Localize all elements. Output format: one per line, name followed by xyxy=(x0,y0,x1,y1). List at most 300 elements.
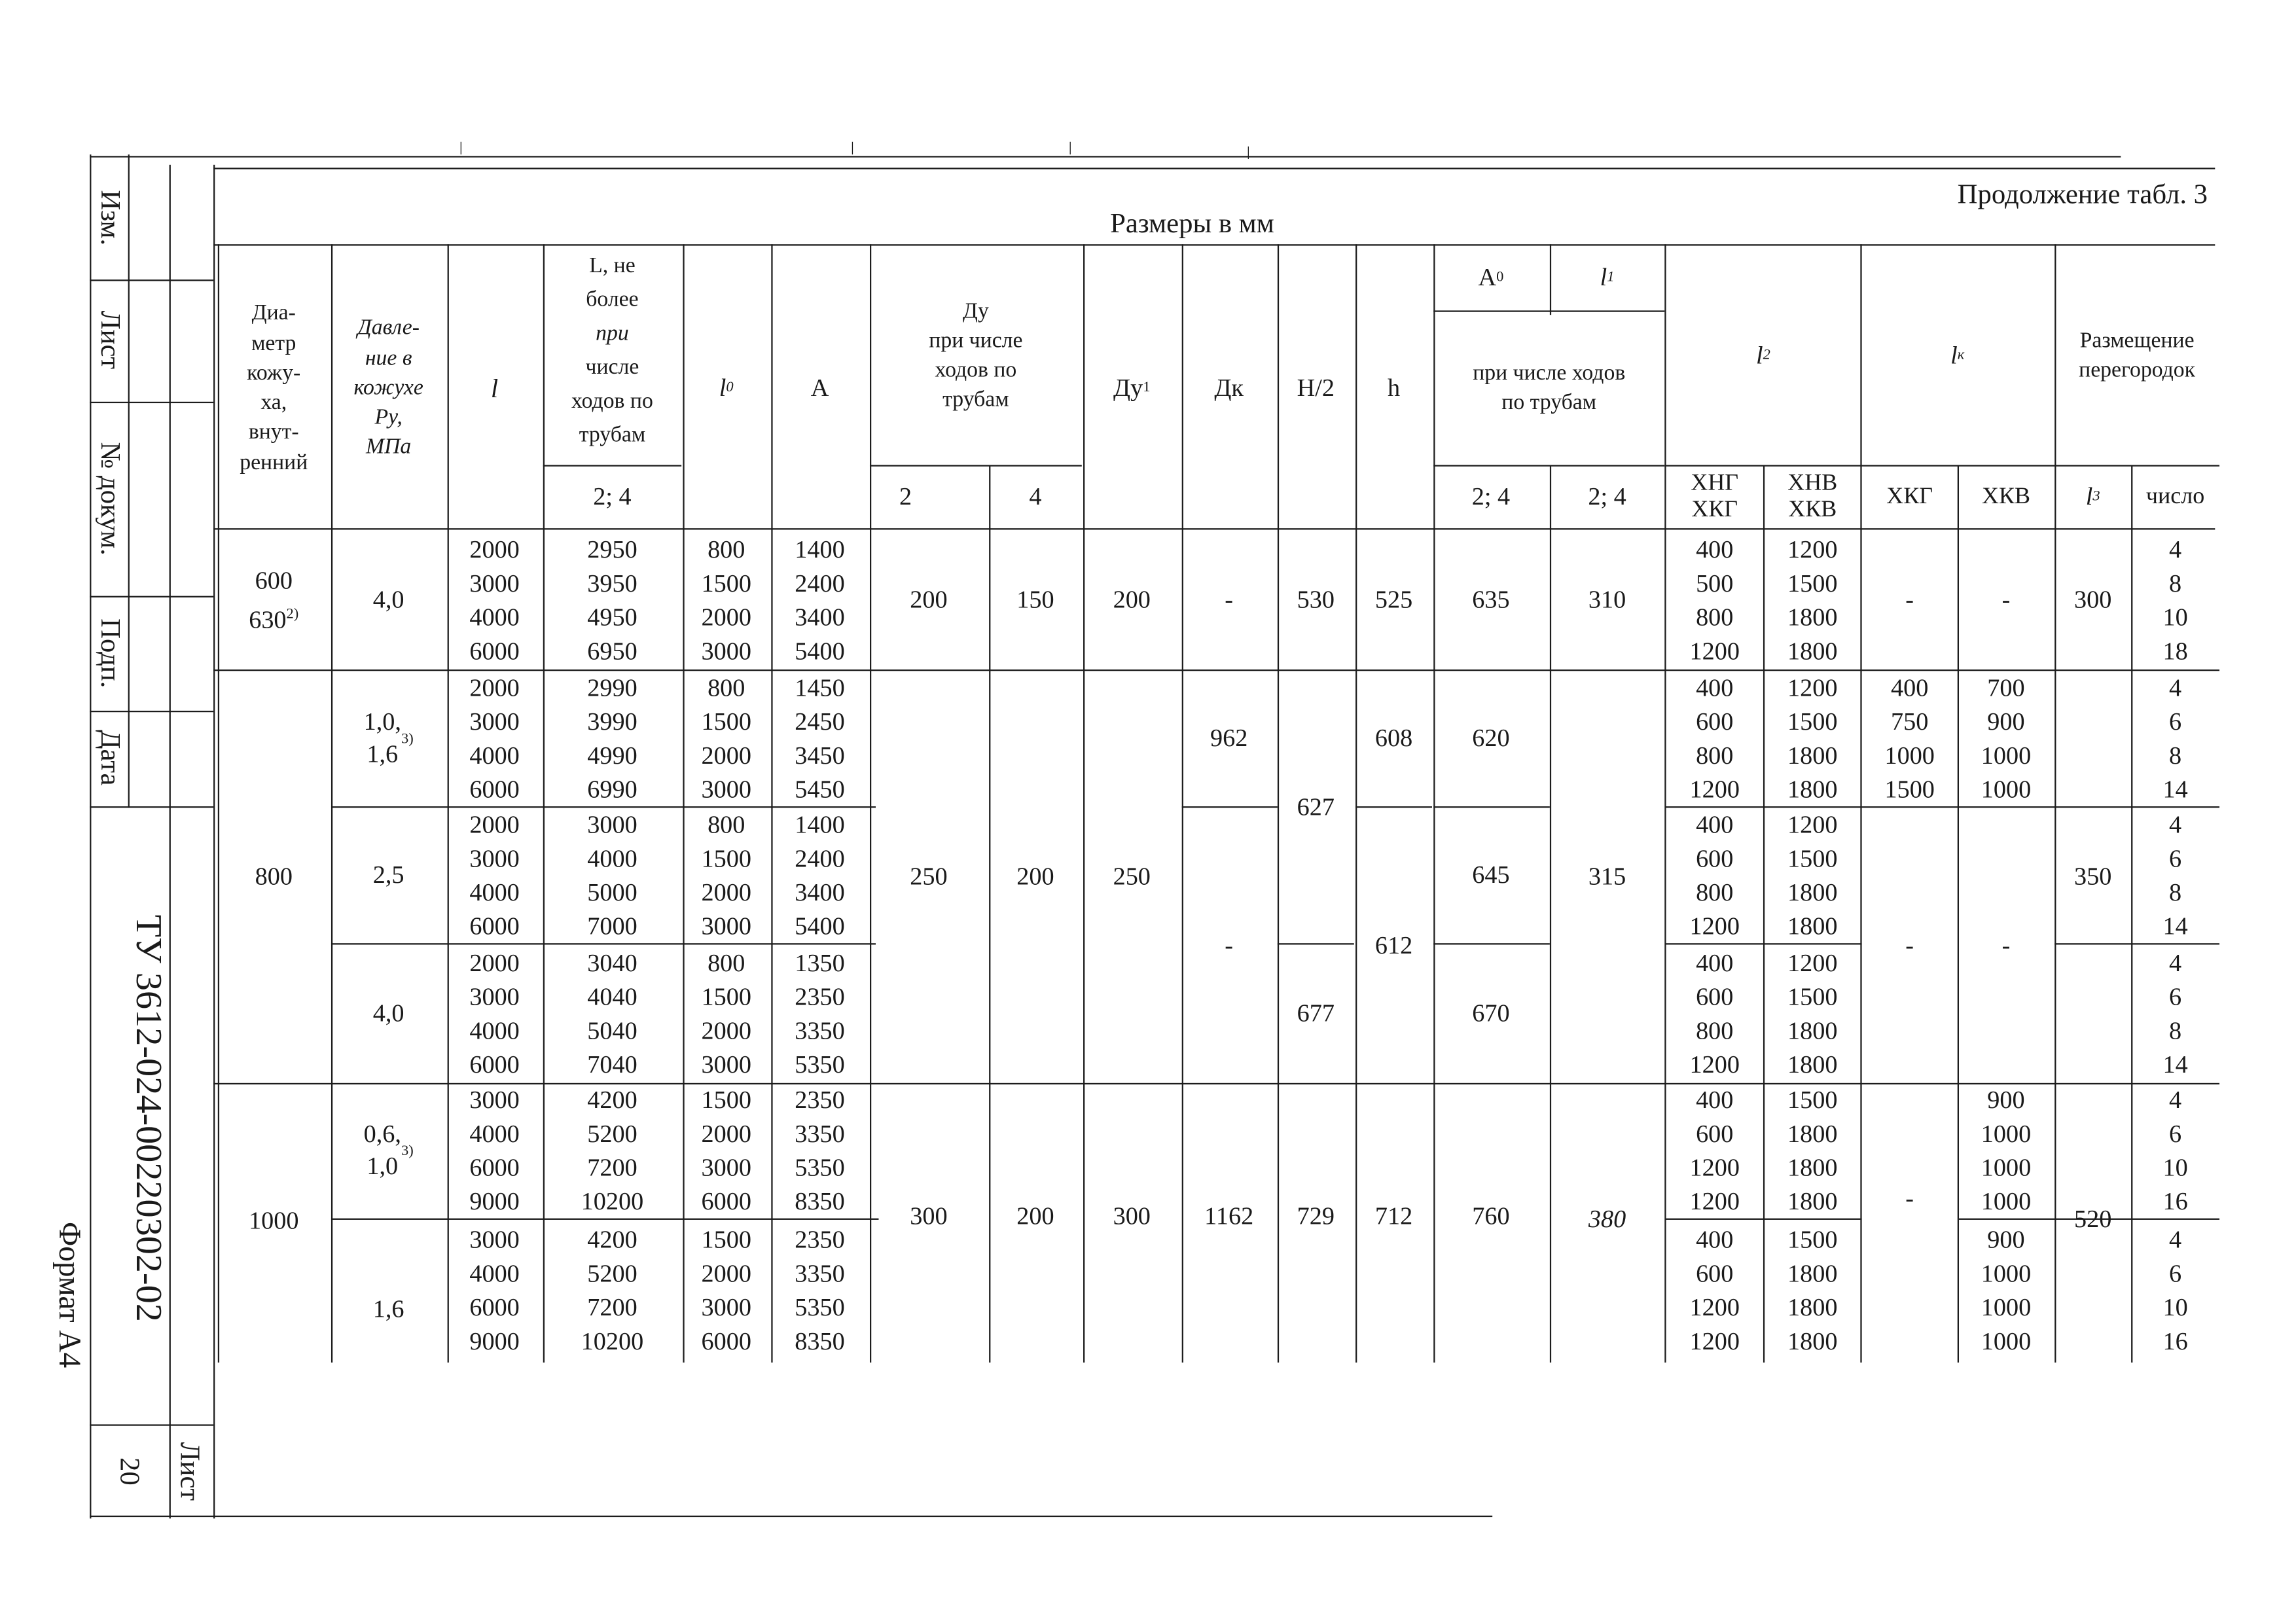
table-cell-value: 1500 xyxy=(1787,844,1838,873)
g3-diameter: 1000 xyxy=(249,1206,299,1235)
header-diameter: Диа- метр кожу- ха, внут- ренний xyxy=(240,302,308,475)
table-cell-value: 600 xyxy=(1696,982,1734,1011)
table-cell-value: 2400 xyxy=(795,569,845,597)
table-cell-value: 6 xyxy=(2169,982,2182,1011)
g2-r1-pressure: 1,0, 1,6 3) xyxy=(363,707,414,768)
table-cell-value: 3000 xyxy=(701,1050,751,1079)
table-cell-value: 4000 xyxy=(469,741,520,770)
header-sub-l1-24: 2; 4 xyxy=(1588,482,1626,511)
g2-r1-dk: 962 xyxy=(1210,724,1248,753)
g2-r1-L-values xyxy=(543,671,681,806)
table-cell-value: 1200 xyxy=(1689,1153,1740,1182)
table-cell-value: 400 xyxy=(1696,949,1734,977)
table-cell-value: 3000 xyxy=(469,569,520,597)
table-cell-value: 1500 xyxy=(701,1225,751,1254)
table-cell-value: 1800 xyxy=(1787,775,1838,804)
g1-l-values xyxy=(448,531,542,669)
g2-r3-l2-xng xyxy=(1666,944,1763,1082)
g2-r3-l2-xnv xyxy=(1765,944,1860,1082)
table-cell-value: 16 xyxy=(2162,1327,2188,1355)
table-cell-value: 2000 xyxy=(701,741,751,770)
table-cell-value: 2000 xyxy=(469,810,520,839)
table-cell-value: 3400 xyxy=(795,603,845,632)
table-cell-value: 3040 xyxy=(587,949,637,977)
table-cell-value: 2450 xyxy=(795,707,845,736)
g2-r2-l2-xnv xyxy=(1765,808,1860,943)
table-cell-value: 4 xyxy=(2169,535,2182,564)
table-cell-value: 4 xyxy=(2169,1225,2182,1254)
table-cell-value: 3990 xyxy=(587,707,637,736)
header-h: h xyxy=(1387,374,1401,402)
table-cell-value: 18 xyxy=(2162,637,2188,666)
g2-diameter: 800 xyxy=(255,862,293,891)
table-cell-value: 4200 xyxy=(587,1086,637,1115)
table-cell-value: 1200 xyxy=(1689,1187,1740,1216)
g3-r1-A-values xyxy=(771,1084,868,1217)
table-cell-value: 900 xyxy=(1987,1086,2025,1115)
g1-l2-xng xyxy=(1666,531,1763,669)
g2-du1: 250 xyxy=(1113,862,1151,891)
header-pri-chisle-hodov: при числе ходов по трубам xyxy=(1473,361,1626,416)
table-cell-value: 6000 xyxy=(469,637,520,666)
stamp-inner-line xyxy=(170,165,171,1519)
g3-r1-pressure: 0,6, 1,0 3) xyxy=(363,1119,414,1181)
table-cell-value: 10200 xyxy=(581,1187,644,1216)
table-cell-value: 4 xyxy=(2169,1086,2182,1115)
table-cell-value: 5200 xyxy=(587,1120,637,1148)
g2-r3-a0: 670 xyxy=(1472,999,1510,1027)
table-cell-value: 2990 xyxy=(587,673,637,702)
header-a0: A 0 xyxy=(1478,263,1504,292)
table-cell-value: 3000 xyxy=(701,1153,751,1182)
table-cell-value: 1200 xyxy=(1689,775,1740,804)
table-cell-value: 6000 xyxy=(469,912,520,940)
continuation-caption: Продолжение табл. 3 xyxy=(1957,179,2208,211)
sheet-label: Лист xyxy=(173,1442,205,1501)
table-cell-value: 700 xyxy=(1987,673,2025,702)
g3-r2-A-values xyxy=(771,1221,868,1359)
header-sub-l3: l 3 xyxy=(2085,482,2100,511)
table-cell-value: 1200 xyxy=(1689,1327,1740,1355)
table-cell-value: 2350 xyxy=(795,982,845,1011)
table-cell-value: 4000 xyxy=(469,1259,520,1288)
sizes-caption: Размеры в мм xyxy=(1110,209,1274,240)
g1-lk-xkv: - xyxy=(2001,586,2011,614)
g1-diameter: 600 630$^{2)}$ xyxy=(249,567,299,634)
g2-r1-l0-values xyxy=(683,671,770,806)
g2-r2-a0: 645 xyxy=(1472,861,1510,889)
table-cell-value: 1500 xyxy=(701,569,751,597)
table-cell-value: 4000 xyxy=(587,844,637,873)
table-cell-value: 1000 xyxy=(1884,741,1935,770)
table-cell-value: 1200 xyxy=(1689,637,1740,666)
table-cell-value: 1800 xyxy=(1787,1293,1838,1322)
g3-r2-l2-xng xyxy=(1666,1221,1763,1359)
header-l: l xyxy=(490,373,499,403)
g3-l1: 380 xyxy=(1588,1205,1626,1234)
table-cell-value: 14 xyxy=(2162,1050,2188,1079)
table-cell-value: 1500 xyxy=(701,707,751,736)
header-sub-xkv: ХКВ xyxy=(1981,483,2030,509)
g3-du1: 300 xyxy=(1113,1202,1151,1230)
table-cell-value: 2000 xyxy=(701,603,751,632)
g2-r2-L-values xyxy=(543,808,681,943)
g2-r1-A-values xyxy=(771,671,868,806)
header-l2: l 2 xyxy=(1755,341,1770,370)
table-cell-value: 600 xyxy=(1696,844,1734,873)
table-cell-value: 1500 xyxy=(1787,569,1838,597)
g1-h2: 530 xyxy=(1297,586,1335,614)
table-cell-value: 10200 xyxy=(581,1327,644,1355)
table-cell-value: 1500 xyxy=(1787,1225,1838,1254)
header-du1: Ду 1 xyxy=(1113,374,1151,402)
stamp-inner-line xyxy=(128,154,130,808)
g2-r2-l0-values xyxy=(683,808,770,943)
g2-r3-count xyxy=(2132,944,2217,1082)
table-cell-value: 8 xyxy=(2169,878,2182,907)
table-cell-value: 3000 xyxy=(469,707,520,736)
g1-L-values xyxy=(543,531,681,669)
g2-r2-pressure: 2,5 xyxy=(372,861,404,889)
g3-r1-L-values xyxy=(543,1084,681,1217)
table-cell-value: 2000 xyxy=(469,673,520,702)
table-cell-value: 10 xyxy=(2162,1293,2188,1322)
table-cell-value: 800 xyxy=(1696,603,1734,632)
stamp-row-line xyxy=(90,402,213,404)
g3-h2: 729 xyxy=(1297,1202,1335,1230)
g3-dk: 1162 xyxy=(1204,1202,1254,1230)
table-cell-value: 7200 xyxy=(587,1153,637,1182)
g3-r2-lk-xkv xyxy=(1959,1221,2053,1359)
table-cell-value: 800 xyxy=(708,673,745,702)
header-h2: H/2 xyxy=(1297,374,1335,402)
table-cell-value: 5350 xyxy=(795,1293,845,1322)
table-cell-value: 4000 xyxy=(469,878,520,907)
table-cell-value: 2000 xyxy=(469,949,520,977)
table-cell-value: 3000 xyxy=(469,844,520,873)
g2-h-612: 612 xyxy=(1374,931,1413,959)
table-cell-value: 600 xyxy=(1696,707,1734,736)
table-cell-value: 10 xyxy=(2162,603,2188,632)
table-cell-value: 3000 xyxy=(701,1293,751,1322)
header-placement: Размещение перегородок xyxy=(2079,329,2196,383)
g3-r2-l-values xyxy=(448,1221,542,1359)
table-cell-value: 9000 xyxy=(469,1327,520,1355)
table-cell-value: 4200 xyxy=(587,1225,637,1254)
table-cell-value: 1800 xyxy=(1787,1327,1838,1355)
table-cell-value: 2350 xyxy=(795,1086,845,1115)
table-cell-value: 6000 xyxy=(469,775,520,804)
table-cell-value: 1800 xyxy=(1787,637,1838,666)
table-cell-value: 1800 xyxy=(1787,1259,1838,1288)
table-cell-value: 1800 xyxy=(1787,1153,1838,1182)
g1-a0: 635 xyxy=(1472,586,1510,614)
table-cell-value: 6000 xyxy=(701,1187,751,1216)
g2-l3: 350 xyxy=(2073,862,2112,891)
table-cell-value: 7200 xyxy=(587,1293,637,1322)
header-dk: Дк xyxy=(1214,374,1244,402)
table-cell-value: 1200 xyxy=(1787,949,1838,977)
header-l0: l 0 xyxy=(719,374,734,402)
header-A: A xyxy=(810,374,829,402)
table-rule xyxy=(213,244,2215,246)
g3-h: 712 xyxy=(1374,1202,1413,1230)
table-cell-value: 800 xyxy=(708,810,745,839)
table-cell-value: 1500 xyxy=(1787,707,1838,736)
table-cell-value: 3950 xyxy=(587,569,637,597)
table-cell-value: 3000 xyxy=(587,810,637,839)
table-cell-value: 3350 xyxy=(795,1259,845,1288)
table-cell-value: 400 xyxy=(1696,673,1734,702)
frame-top-line xyxy=(90,156,2121,158)
table-cell-value: 1800 xyxy=(1787,912,1838,940)
table-cell-value: 3000 xyxy=(469,1225,520,1254)
table-cell-value: 600 xyxy=(1696,1259,1734,1288)
g1-l3: 300 xyxy=(2073,586,2112,614)
stamp-podp: Подп. xyxy=(94,618,126,688)
g3-r2-L-values xyxy=(543,1221,681,1359)
header-sub-du-2: 2 xyxy=(899,482,912,511)
table-cell-value: 1800 xyxy=(1787,741,1838,770)
g2-r1-lk-xkg xyxy=(1862,671,1958,806)
header-sub-xnv: ХНВ ХКВ xyxy=(1787,471,1838,523)
g1-l0-values xyxy=(683,531,770,669)
g2-du2: 250 xyxy=(910,862,948,891)
table-cell-value: 3000 xyxy=(469,1086,520,1115)
table-cell-value: 4040 xyxy=(587,982,637,1011)
g3-lk-xkg: - xyxy=(1905,1185,1914,1213)
frame-left-line xyxy=(90,154,92,1518)
table-cell-value: 5000 xyxy=(587,878,637,907)
table-cell-value: 900 xyxy=(1987,1225,2025,1254)
table-cell-value: 8350 xyxy=(795,1187,845,1216)
header-L-max: L, не более при числе ходов по трубам xyxy=(571,254,653,448)
frame-top-line xyxy=(213,168,2215,169)
table-cell-value: 1000 xyxy=(1981,1327,2032,1355)
table-cell-value: 1500 xyxy=(701,982,751,1011)
g3-r2-l2-xnv xyxy=(1765,1221,1860,1359)
g2-r1-lk-xkv xyxy=(1959,671,2053,806)
table-cell-value: 1800 xyxy=(1787,878,1838,907)
g2-r1-a0: 620 xyxy=(1472,724,1510,753)
g1-h: 525 xyxy=(1374,586,1413,614)
g2-dk-dash: - xyxy=(1225,931,1234,959)
table-cell-value: 8 xyxy=(2169,569,2182,597)
g1-du4: 150 xyxy=(1016,586,1054,614)
table-cell-value: 800 xyxy=(1696,1016,1734,1045)
table-cell-value: 1450 xyxy=(795,673,845,702)
header-pressure: Давле- ние в кожухе Ру, МПа xyxy=(353,317,423,460)
table-cell-value: 1400 xyxy=(795,535,845,564)
table-cell-value: 1500 xyxy=(1787,982,1838,1011)
header-l1: l 1 xyxy=(1600,263,1615,292)
g3-r2-count xyxy=(2132,1221,2217,1359)
table-cell-value: 1500 xyxy=(1787,1086,1838,1115)
g2-r3-pressure: 4,0 xyxy=(372,999,404,1027)
table-cell-value: 1800 xyxy=(1787,1016,1838,1045)
table-cell-value: 8350 xyxy=(795,1327,845,1355)
stamp-date: Дата xyxy=(94,730,126,786)
table-cell-value: 2000 xyxy=(469,535,520,564)
g2-r2-count xyxy=(2132,808,2217,943)
g2-lk-xkg-dash: - xyxy=(1905,931,1914,959)
table-cell-value: 2950 xyxy=(587,535,637,564)
table-cell-value: 6 xyxy=(2169,1259,2182,1288)
header-sub-du-4: 4 xyxy=(1029,482,1042,511)
g2-l1: 315 xyxy=(1588,862,1626,891)
header-lk: l к xyxy=(1950,341,1965,370)
table-cell-value: 4 xyxy=(2169,673,2182,702)
table-cell-value: 3350 xyxy=(795,1016,845,1045)
table-cell-value: 5450 xyxy=(795,775,845,804)
table-cell-value: 3000 xyxy=(701,775,751,804)
table-cell-value: 1200 xyxy=(1787,535,1838,564)
table-cell-value: 800 xyxy=(708,535,745,564)
table-cell-value: 2000 xyxy=(701,1259,751,1288)
g3-du4: 200 xyxy=(1016,1202,1054,1230)
stamp-row-line xyxy=(90,596,213,598)
table-cell-value: 1000 xyxy=(1981,741,2032,770)
table-cell-value: 400 xyxy=(1696,535,1734,564)
format-label: Формат А4 xyxy=(52,1221,88,1368)
header-sub-L-24: 2; 4 xyxy=(593,482,632,511)
table-cell-value: 14 xyxy=(2162,912,2188,940)
g1-dk: - xyxy=(1225,586,1234,614)
g2-r3-L-values xyxy=(543,944,681,1082)
table-cell-value: 1200 xyxy=(1689,1293,1740,1322)
g1-l1: 310 xyxy=(1588,586,1626,614)
table-cell-value: 1800 xyxy=(1787,1120,1838,1148)
table-cell-value: 1000 xyxy=(1981,1293,2032,1322)
table-cell-value: 1200 xyxy=(1689,1050,1740,1079)
table-cell-value: 8 xyxy=(2169,1016,2182,1045)
g3-r1-l2-xnv xyxy=(1765,1084,1860,1217)
table-cell-value: 4950 xyxy=(587,603,637,632)
g3-r1-lk-xkv xyxy=(1959,1084,2053,1217)
table-cell-value: 1400 xyxy=(795,810,845,839)
table-cell-value: 1500 xyxy=(1884,775,1935,804)
table-cell-value: 1000 xyxy=(1981,775,2032,804)
table-cell-value: 1200 xyxy=(1787,810,1838,839)
table-cell-value: 6990 xyxy=(587,775,637,804)
g2-r3-h2: 677 xyxy=(1297,999,1335,1027)
table-cell-value: 4000 xyxy=(469,1120,520,1148)
stamp-row-line xyxy=(90,711,213,713)
table-cell-value: 3000 xyxy=(701,637,751,666)
table-cell-value: 4 xyxy=(2169,810,2182,839)
g2-r3-A-values xyxy=(771,944,868,1082)
table-cell-value: 3000 xyxy=(701,912,751,940)
g2-lk-xkv-dash: - xyxy=(2001,931,2011,959)
g2-r2-l2-xng xyxy=(1666,808,1763,943)
table-cell-value: 14 xyxy=(2162,775,2188,804)
table-cell-value: 2400 xyxy=(795,844,845,873)
table-cell-value: 1000 xyxy=(1981,1259,2032,1288)
table-cell-value: 3450 xyxy=(795,741,845,770)
g3-r2-pressure: 1,6 xyxy=(372,1294,404,1323)
table-cell-value: 3000 xyxy=(469,982,520,1011)
table-cell-value: 5200 xyxy=(587,1259,637,1288)
header-sub-xng: ХНГ ХКГ xyxy=(1691,471,1739,523)
table-cell-value: 1500 xyxy=(701,1086,751,1115)
g2-r1-l2-xnv xyxy=(1765,671,1860,806)
sheet-number: 20 xyxy=(113,1457,145,1486)
g1-l2-xnv xyxy=(1765,531,1860,669)
table-cell-value: 7000 xyxy=(587,912,637,940)
table-cell-value: 4990 xyxy=(587,741,637,770)
table-cell-value: 2000 xyxy=(701,878,751,907)
stamp-row-line xyxy=(90,806,213,808)
table-cell-value: 1200 xyxy=(1787,673,1838,702)
g3-r1-l2-xng xyxy=(1666,1084,1763,1217)
table-cell-value: 9000 xyxy=(469,1187,520,1216)
stamp-row-line xyxy=(90,1424,213,1426)
g3-a0: 760 xyxy=(1472,1202,1510,1230)
table-cell-value: 8 xyxy=(2169,741,2182,770)
table-cell-value: 5400 xyxy=(795,637,845,666)
g1-du2: 200 xyxy=(910,586,948,614)
g3-r2-l0-values xyxy=(683,1221,770,1359)
table-cell-value: 500 xyxy=(1696,569,1734,597)
table-cell-value: 800 xyxy=(1696,741,1734,770)
table-cell-value: 1000 xyxy=(1981,1153,2032,1182)
table-cell-value: 2000 xyxy=(701,1120,751,1148)
g2-r2-l-values xyxy=(448,808,542,943)
table-cell-value: 900 xyxy=(1987,707,2025,736)
table-cell-value: 16 xyxy=(2162,1187,2188,1216)
table-cell-value: 2350 xyxy=(795,1225,845,1254)
g2-r1-count xyxy=(2132,671,2217,806)
table-cell-value: 750 xyxy=(1891,707,1929,736)
table-cell-value: 400 xyxy=(1696,1086,1734,1115)
table-cell-value: 1500 xyxy=(701,844,751,873)
g3-r1-l-values xyxy=(448,1084,542,1217)
g3-du2: 300 xyxy=(910,1202,948,1230)
g2-du4: 200 xyxy=(1016,862,1054,891)
document-page: Изм. Лист № докум. Подп. Дата ТУ 3612-024-00220302-02 Формат А4 20 Лист ǀ ǀ ǀ ǀ Продолжение табл. 3 Размеры в мм Диа- метр кожу- ха, внут- ренний Давле- ние в кожухе Ру, МПа l L, не более при числе ходов по трубам l 0 A Ду при числе ходов по трубам Ду 1 Дк H/2 h A 0 l 1 при числе ходов по трубам l 2 l к Размещение перегородок 2; 4 2 4 2; 4 2; 4 ХНГ ХКГ ХНВ ХКВ ХКГ ХКВ l 3 число 600 630$^{2)}$ 4,0 2000 3000 4000 6000 2950 3950 4950 6950 800 1500 2000 3000 1400 2400 3400 5400 200 150 200 - 530 525 635 310 400 500 800 1200 1200 1500 1800 1800 - - 300 4 8 10 18 800 1,0, 1,6 3) 2,5 4,0 2000 3000 4000 6000 2990 3990 4990 6990 800 1500 2000 3000 1450 2450 3450 5450 2000 3000 4000 6000 3000 4000 5000 7000 800 1500 2000 3000 1400 2400 3400 5400 2000 3000 4000 6000 3040 4040 5040 7040 800 1500 2000 3000 1350 2350 3350 5350 250 200 250 962 - 627 677 608 612 620 645 670 315 400 600 800 1200 1200 1500 1800 1800 400 600 800 1200 1200 1500 1800 1800 400 600 800 1200 1200 1500 1800 1800 400 750 1000 1500 700 900 1000 1000 - - 350 4 6 8 14 4 6 8 14 4 6 8 14 1000 0,6, 1,0 3) 1,6 3000 4000 6000 9000 4200 5200 7200 10200 1500 2000 3000 6000 2350 3350 5350 8350 3000 4000 6000 9000 4200 5200 7200 10200 1500 2000 3000 6000 2350 3350 5350 8350 300 200 300 1162 729 712 760 380 400 600 1200 1200 1500 1800 1800 1800 400 600 1200 1200 1500 1800 1800 1800 - 900 1000 1000 1000 900 1000 1000 1000 520 4 6 10 16 4 6 10 16 xyxy=(0,0,2296,1623)
table-cell-value: 10 xyxy=(2162,1153,2188,1182)
document-designation: ТУ 3612-024-00220302-02 xyxy=(128,914,168,1322)
frame-bottom-line xyxy=(90,1516,1492,1518)
table-cell-value: 1000 xyxy=(1981,1120,2032,1148)
g3-l3: 520 xyxy=(2073,1205,2112,1234)
header-sub-xkg: ХКГ xyxy=(1886,483,1933,509)
stamp-izm: Изм. xyxy=(94,190,126,246)
table-cell-value: 6000 xyxy=(469,1293,520,1322)
table-cell-value: 3350 xyxy=(795,1120,845,1148)
g1-du1: 200 xyxy=(1113,586,1151,614)
g1-lk-xkg: - xyxy=(1905,586,1914,614)
g3-r1-l0-values xyxy=(683,1084,770,1217)
table-cell-value: 5040 xyxy=(587,1016,637,1045)
g1-pressure: 4,0 xyxy=(372,586,404,614)
table-cell-value: 6 xyxy=(2169,707,2182,736)
g2-r1-h: 608 xyxy=(1374,724,1413,753)
header-sub-count: число xyxy=(2145,483,2205,509)
table-cell-value: 1350 xyxy=(795,949,845,977)
g2-r3-l0-values xyxy=(683,944,770,1082)
g2-r3-l-values xyxy=(448,944,542,1082)
table-cell-value: 3400 xyxy=(795,878,845,907)
g2-h2-627: 627 xyxy=(1297,792,1335,821)
g2-r2-A-values xyxy=(771,808,868,943)
table-cell-value: 1000 xyxy=(1981,1187,2032,1216)
table-cell-value: 1800 xyxy=(1787,1187,1838,1216)
table-cell-value: 6 xyxy=(2169,1120,2182,1148)
g3-r1-count xyxy=(2132,1084,2217,1217)
table-cell-value: 1800 xyxy=(1787,1050,1838,1079)
table-cell-value: 6 xyxy=(2169,844,2182,873)
